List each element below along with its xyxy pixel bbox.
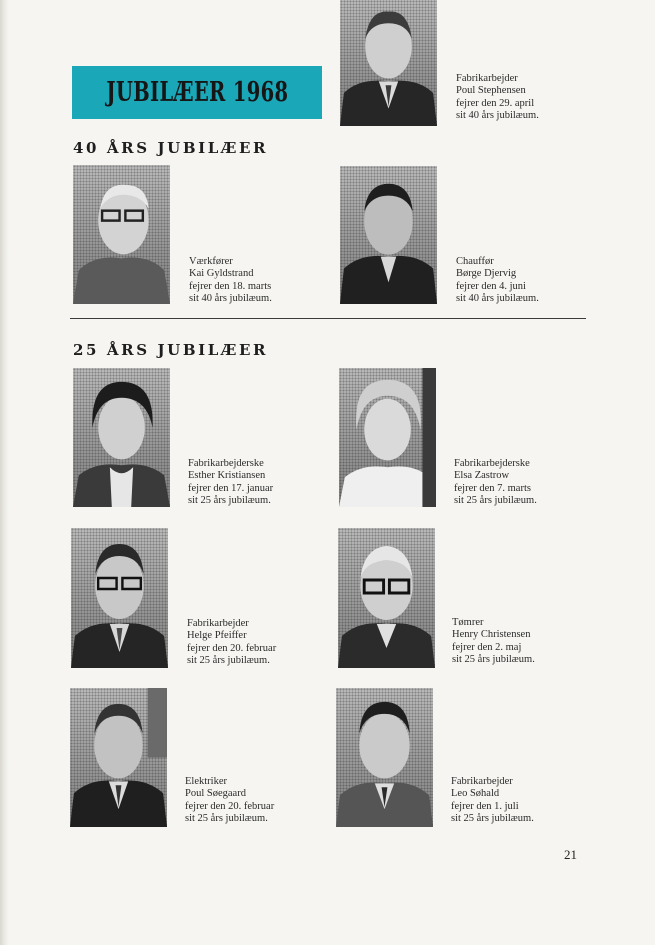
section-title-25-years: 25 ÅRS JUBILÆER [73, 341, 269, 359]
page-spine-shadow [0, 0, 9, 945]
portrait-photo [340, 0, 437, 126]
caption-poul-soegaard [185, 776, 274, 825]
caption-esther-kristiansen [188, 458, 273, 507]
caption-date: fejrer den 29. april [456, 97, 535, 109]
caption-poul-stephensen [456, 73, 539, 122]
caption-name: Leo Søhald [451, 788, 500, 800]
caption-anniversary: sit 25 års jubilæum. [454, 494, 537, 506]
portrait-photo [339, 368, 436, 507]
caption-date: fejrer den 7. marts [454, 482, 531, 494]
portrait-photo [73, 165, 170, 304]
title-banner [72, 66, 322, 119]
caption-kai-gyldstrand [189, 256, 272, 305]
caption-date: fejrer den 2. maj [452, 641, 522, 653]
caption-role: Fabrikarbejder [187, 618, 249, 629]
portrait-photo [71, 528, 168, 668]
page-number: 21 [564, 847, 577, 862]
caption-anniversary: sit 25 års jubilæum. [451, 812, 534, 824]
caption-date: fejrer den 18. marts [189, 280, 272, 292]
section-divider [70, 318, 586, 319]
caption-name: Henry Christensen [452, 629, 531, 641]
caption-anniversary: sit 40 års jubilæum. [456, 292, 539, 304]
caption-anniversary: sit 40 års jubilæum. [456, 109, 539, 121]
section-title-40-years: 40 ÅRS JUBILÆER [73, 139, 269, 157]
caption-anniversary: sit 25 års jubilæum. [188, 494, 271, 506]
caption-role: Elektriker [185, 776, 227, 787]
caption-date: fejrer den 17. januar [188, 482, 274, 494]
caption-elsa-zastrow [454, 458, 537, 507]
caption-name: Elsa Zastrow [454, 470, 510, 482]
caption-date: fejrer den 1. juli [451, 800, 519, 812]
caption-role: Fabrikarbejderske [454, 458, 530, 469]
caption-anniversary: sit 40 års jubilæum. [189, 292, 272, 304]
caption-date: fejrer den 20. februar [185, 800, 275, 812]
caption-name: Kai Gyldstrand [189, 268, 254, 280]
portrait-photo [336, 688, 433, 827]
caption-date: fejrer den 4. juni [456, 280, 526, 292]
caption-date: fejrer den 20. februar [187, 642, 277, 654]
caption-role: Chauffør [456, 256, 494, 267]
caption-name: Poul Søegaard [185, 788, 246, 800]
caption-role: Fabrikarbejderske [188, 458, 264, 469]
portrait-photo [73, 368, 170, 507]
caption-role: Tømrer [452, 617, 484, 628]
caption-anniversary: sit 25 års jubilæum. [187, 654, 270, 666]
caption-anniversary: sit 25 års jubilæum. [452, 653, 535, 665]
caption-borge-djervig [456, 256, 539, 305]
caption-helge-pfeiffer [187, 618, 276, 667]
page-title: JUBILÆER 1968 [106, 77, 288, 108]
caption-role: Værkfører [189, 256, 233, 267]
portrait-photo [70, 688, 167, 827]
portrait-photo [340, 166, 437, 304]
caption-leo-sohald [451, 776, 534, 825]
caption-name: Esther Kristiansen [188, 470, 266, 482]
caption-name: Poul Stephensen [456, 85, 526, 97]
caption-name: Børge Djervig [456, 268, 517, 280]
caption-name: Helge Pfeiffer [187, 630, 247, 642]
portrait-photo [338, 528, 435, 668]
caption-henry-christensen [452, 617, 535, 666]
caption-anniversary: sit 25 års jubilæum. [185, 812, 268, 824]
caption-role: Fabrikarbejder [451, 776, 513, 787]
caption-role: Fabrikarbejder [456, 73, 518, 84]
